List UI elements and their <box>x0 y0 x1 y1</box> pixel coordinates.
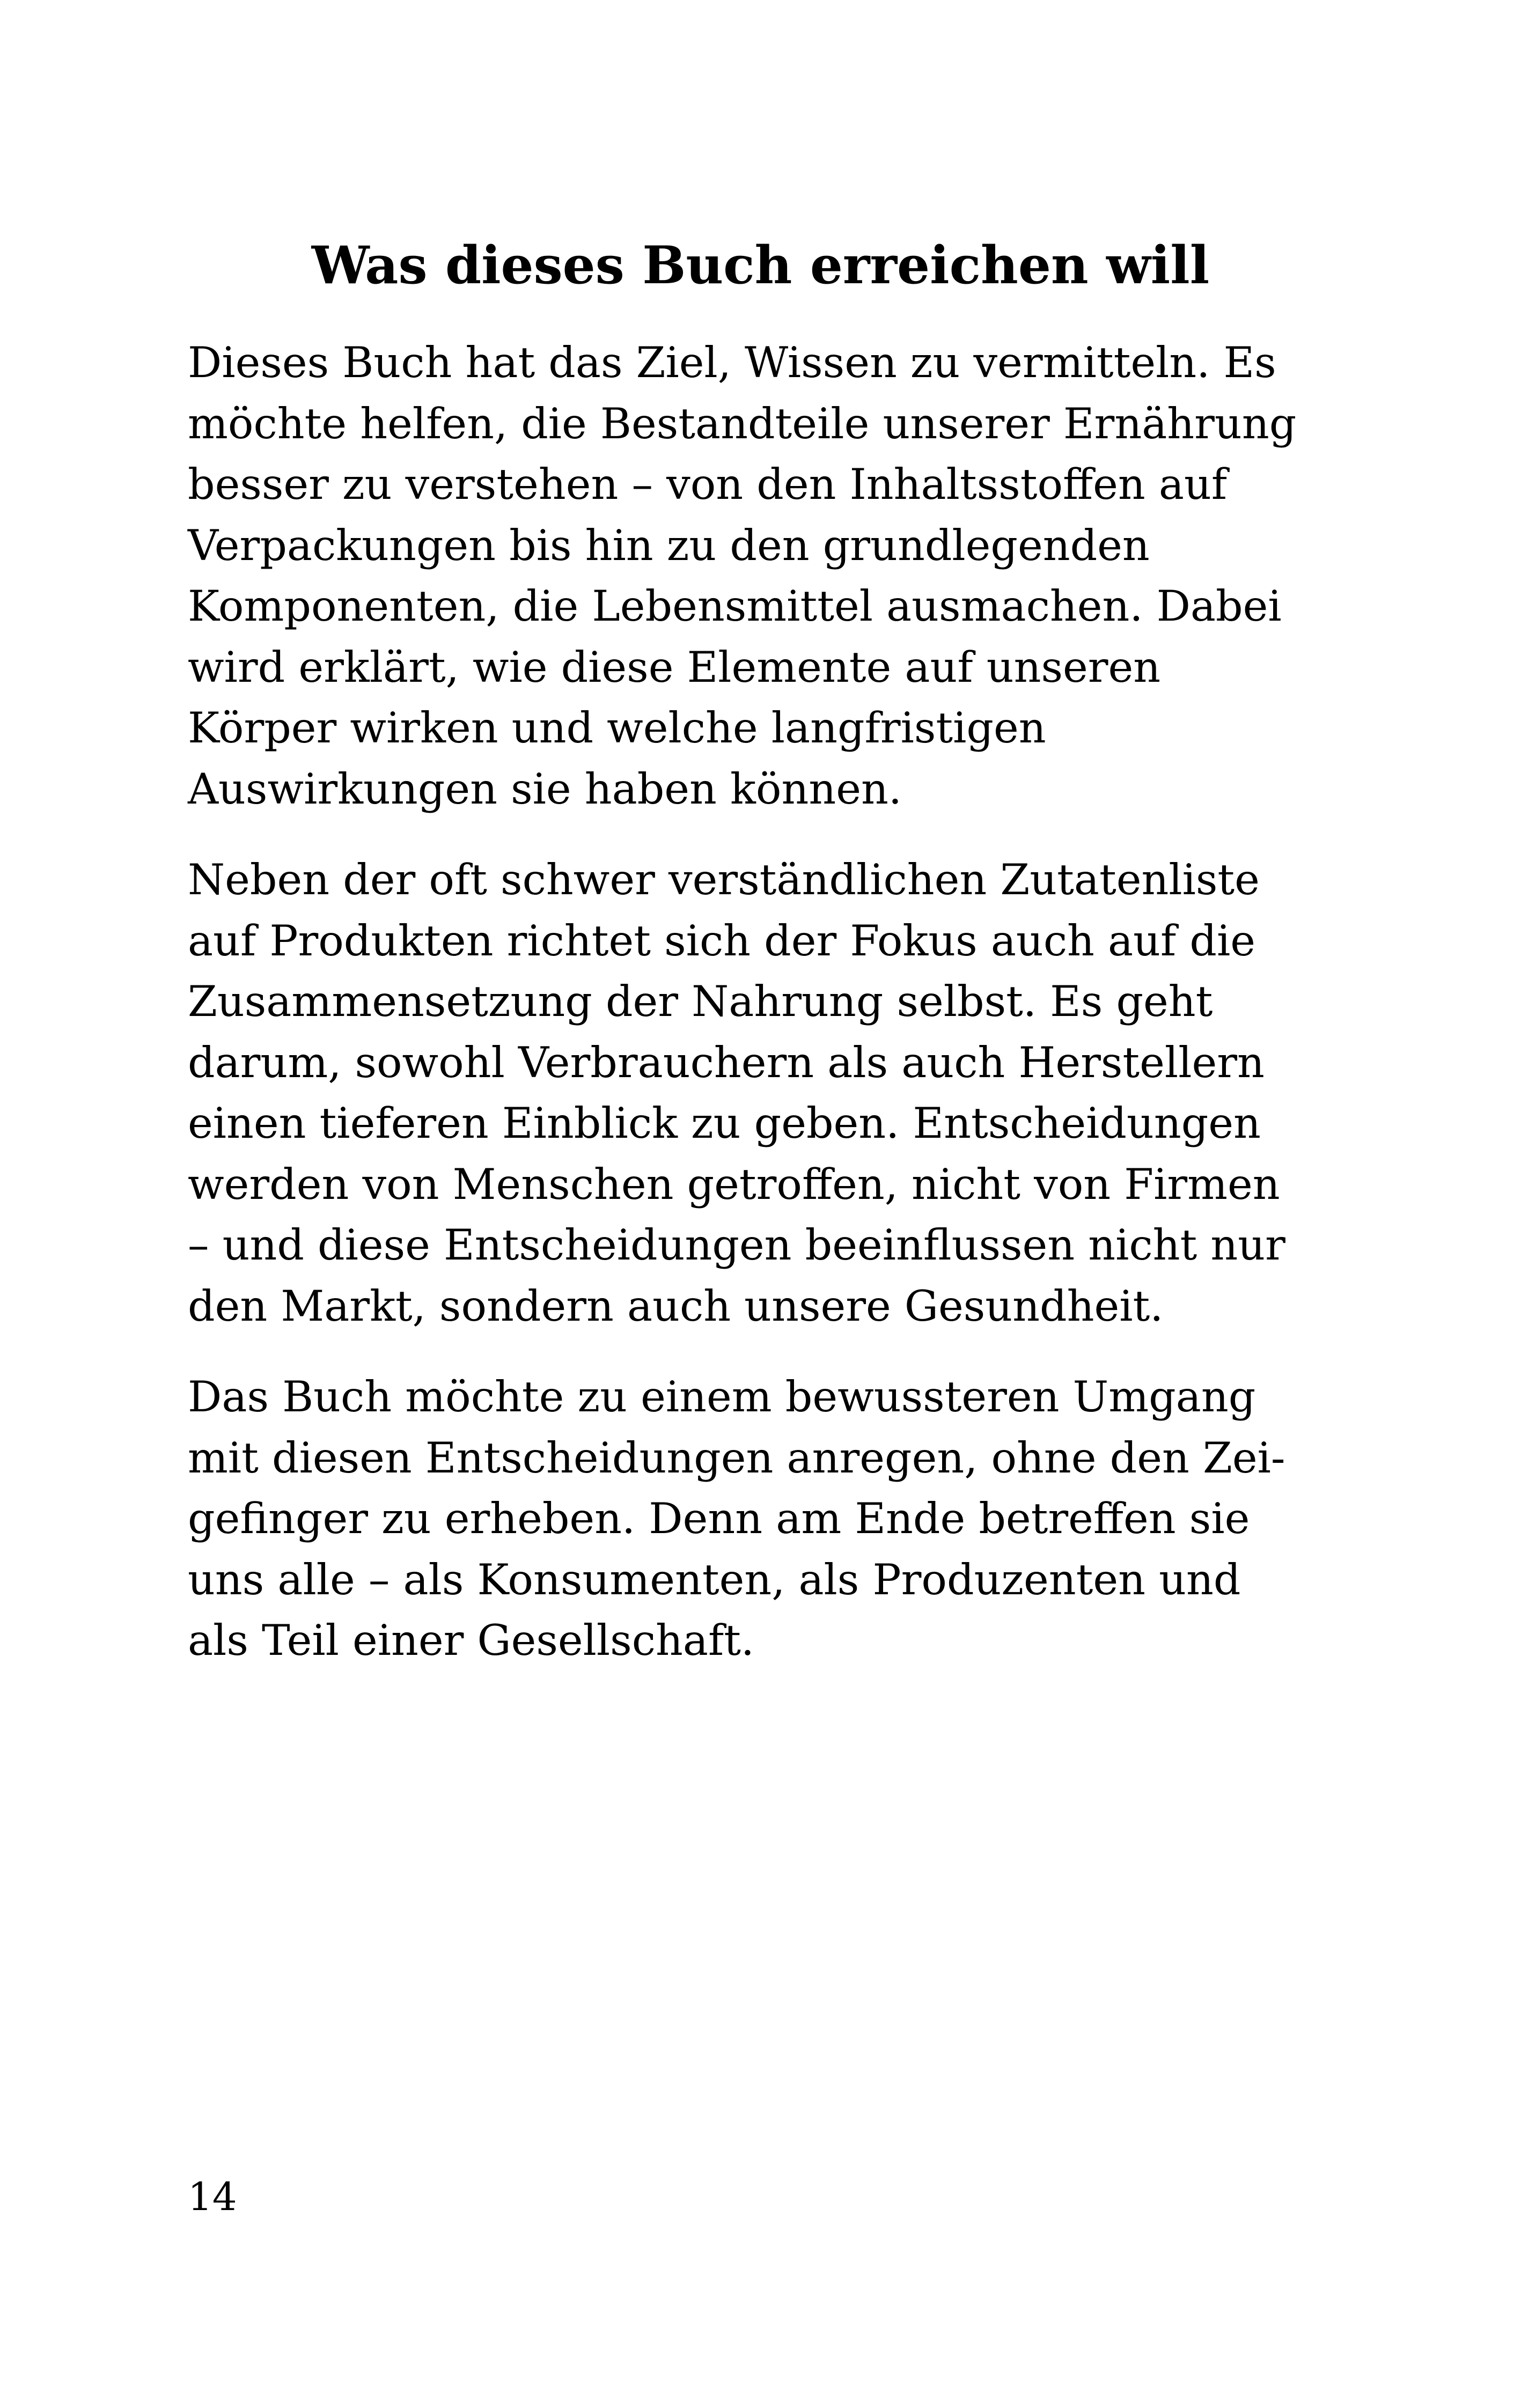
text-line: den Markt, sondern auch unsere Gesundheit. <box>188 1281 1164 1331</box>
text-line: Dieses Buch hat das Ziel, Wissen zu vermitteln. Es <box>188 338 1276 387</box>
body-text <box>188 333 1341 1702</box>
text-line: mit diesen Entscheidungen anregen, ohne den Zei- <box>188 1433 1285 1483</box>
text-line: Zusammensetzung der Nahrung selbst. Es geht <box>188 977 1213 1026</box>
text-line: gefinger zu erheben. Denn am Ende betreffen sie <box>188 1494 1250 1543</box>
text-line: möchte helfen, die Bestandteile unserer Ernährung <box>188 399 1297 448</box>
text-line: Verpackungen bis hin zu den grundlegenden <box>188 520 1150 570</box>
text-line: besser zu verstehen – von den Inhaltsstoffen auf <box>188 460 1228 509</box>
paragraph <box>188 1367 1341 1671</box>
paragraph <box>188 333 1341 820</box>
text-line: wird erklärt, wie diese Elemente auf unseren <box>188 642 1161 692</box>
page-number: 14 <box>188 2174 237 2219</box>
paragraph <box>188 850 1341 1337</box>
text-line: auf Produkten richtet sich der Fokus auch auf die <box>188 916 1255 966</box>
page-title: Was dieses Buch erreichen will <box>311 235 1210 296</box>
text-line: werden von Menschen getroffen, nicht von Firmen <box>188 1159 1280 1209</box>
text-line: Das Buch möchte zu einem bewussteren Umgang <box>188 1372 1256 1422</box>
text-line: als Teil einer Gesellschaft. <box>188 1616 755 1665</box>
text-line: einen tieferen Einblick zu geben. Entscheidungen <box>188 1099 1261 1148</box>
text-line: darum, sowohl Verbrauchern als auch Herstellern <box>188 1037 1265 1087</box>
text-line: uns alle – als Konsumenten, als Produzenten und <box>188 1555 1241 1604</box>
text-line: Neben der oft schwer verständlichen Zutatenliste <box>188 855 1260 904</box>
text-line: Komponenten, die Lebensmittel ausmachen. Dabei <box>188 581 1282 631</box>
text-line: Auswirkungen sie haben können. <box>188 764 902 814</box>
text-line: – und diese Entscheidungen beeinflussen nicht nur <box>188 1220 1285 1270</box>
text-line: Körper wirken und welche langfristigen <box>188 703 1046 753</box>
